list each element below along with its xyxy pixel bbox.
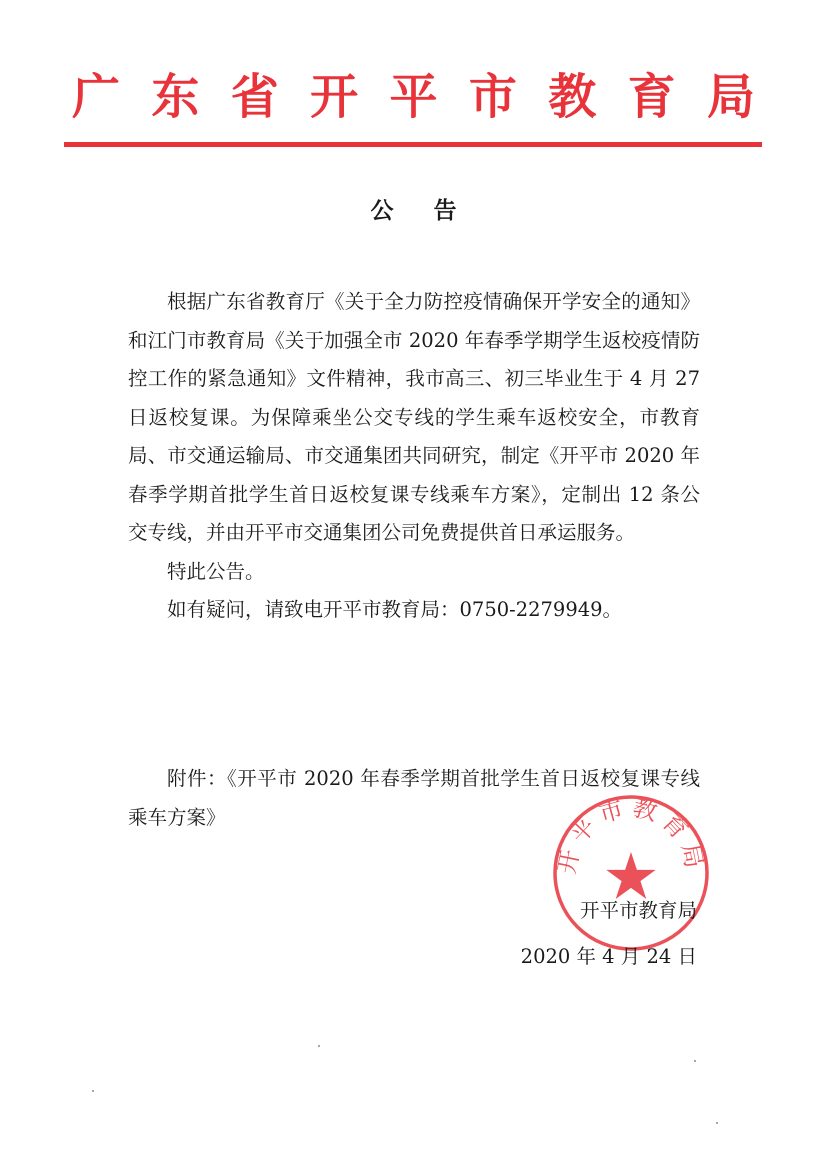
- scan-speck: [694, 1060, 696, 1062]
- document-title: 公告: [370, 198, 497, 224]
- seal-text: 开平市教育局: [552, 793, 710, 877]
- attachment-text: 附件：《开平市 2020 年春季学期首批学生首日返校复课专线乘车方案》: [128, 767, 700, 829]
- letterhead-char: 平: [389, 69, 438, 125]
- signature-block: [521, 888, 697, 980]
- letterhead-char: 东: [151, 69, 200, 125]
- body-paragraph: 根据广东省教育厅《关于全力防控疫情确保开学安全的通知》和江门市教育局《关于加强全市 2020 年春季学期学生返校疫情防控工作的紧急通知》文件精神，我市高三、初三毕业生于 4 月 27 日返校复课。为保障乘坐公交专线的学生乘车返校安全，市教育局、市交通运输局、市交通集团共同研究，制定《开平市 2020 年春季学期首批学生首日返校复课专线乘车方案》，定制出 12 条公交专线，并由开平市交通集团公司免费提供首日承运服务。: [128, 290, 700, 544]
- letterhead-char: 局: [706, 69, 755, 125]
- attachment-note: [128, 760, 700, 837]
- letterhead-char: 市: [468, 69, 517, 125]
- scan-speck: [716, 1122, 718, 1124]
- letterhead-char: 开: [310, 69, 359, 125]
- scan-speck: [92, 1090, 94, 1092]
- letterhead-char: 省: [230, 69, 279, 125]
- letterhead-char: 育: [627, 69, 676, 125]
- scan-speck: [318, 1045, 320, 1047]
- issue-date: 2020 年 4 月 24 日: [520, 945, 697, 968]
- letterhead-divider: [64, 142, 762, 147]
- letterhead-char: 教: [548, 69, 597, 125]
- body-paragraph: 特此公告。: [167, 559, 265, 583]
- document-body: [128, 283, 700, 630]
- letterhead-char: 广: [71, 69, 120, 125]
- letterhead: [66, 62, 761, 132]
- issuer-name: 开平市教育局: [579, 899, 697, 922]
- body-paragraph: 如有疑问，请致电开平市教育局：0750-2279949。: [167, 598, 623, 621]
